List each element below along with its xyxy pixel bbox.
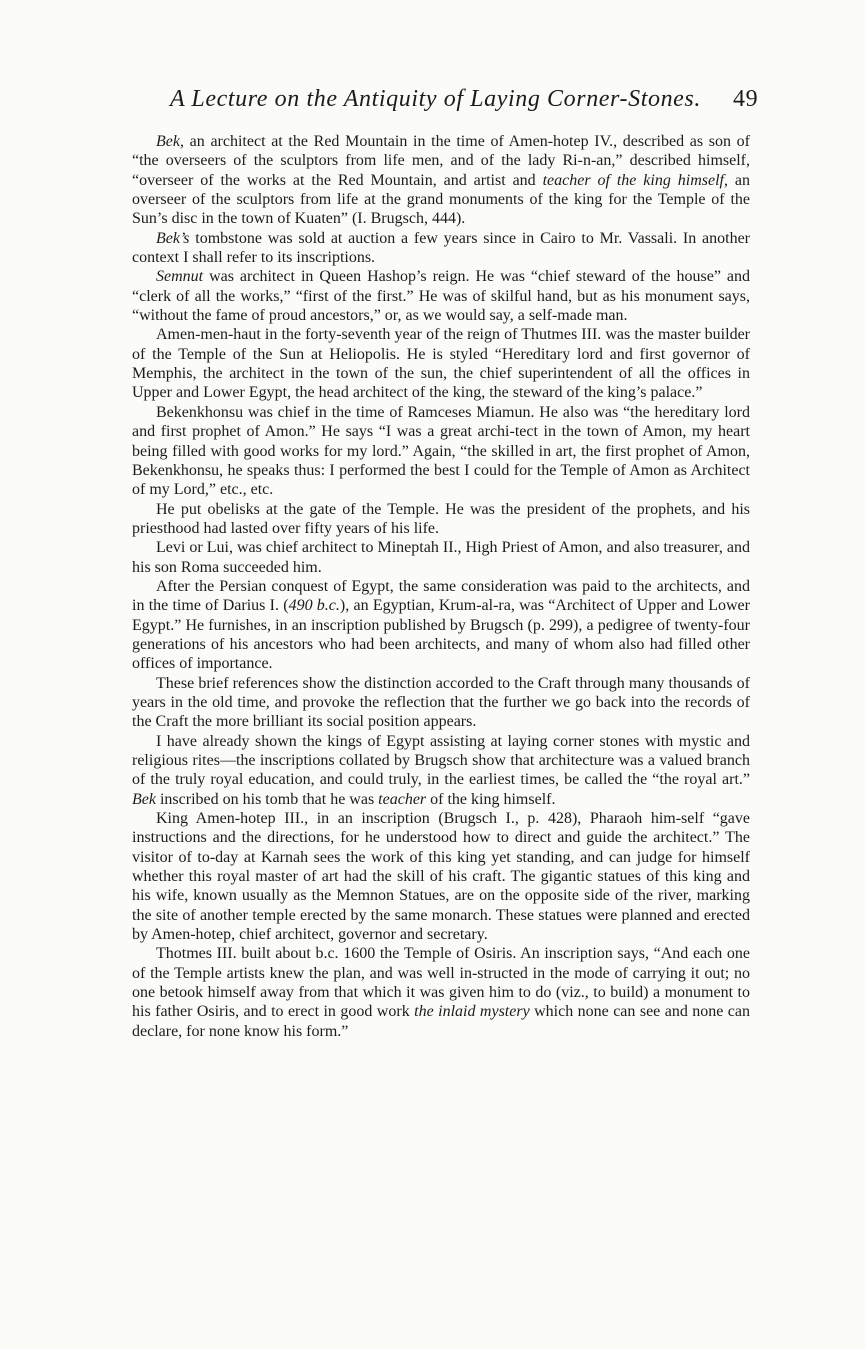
text-run: King Amen-hotep III., in an inscription (Brugsch I., p. 428), Pharaoh him-self “gave instructions and the directions, for he understood how to direct and guide the architect.” The visitor of to-day at Karnah sees the work of this king yet standing, and can judge for himself whether this royal master of art had the skill of his craft. The gigantic statues of this king and his wife, known usually as the Memnon Statues, are on the opposite side of the river, marking the site of another temple erected by the same monarch. These statues were planned and erected by Amen-hotep, chief architect, governor and secretary. [132, 810, 750, 944]
italic-text: teacher [378, 790, 427, 808]
text-run: was architect in Queen Hashop’s reign. He was “chief steward of the house” and “clerk of all the works,” “first of the first.” He was of skilful hand, but as his monument says, “without the fame of proud ancestors,” or, as we would say, a self-made man. [132, 268, 750, 325]
text-run: tombstone was sold at auction a few years since in Cairo to Mr. Vassali. In another context I shall refer to its inscriptions. [132, 229, 750, 267]
paragraph [132, 944, 750, 1041]
paragraph [132, 500, 750, 539]
text-run: which none can see and none can declare, for none know his form.” [132, 1003, 751, 1040]
text-run: Thotmes III. built about b.c. 1600 the Temple of Osiris. An inscription says, “And each one of the Temple artists knew the plan, and was well in-structed in the mode of carrying it out; no one betook himself away from that which it was given him to do (viz., to build) a monument to his father Osiris, and to erect in good work [132, 945, 750, 1021]
italic-text: Bek [132, 790, 156, 808]
text-run: After the Persian conquest of Egypt, the same consideration was paid to the architects, and in the time of Darius I. ( [132, 577, 750, 615]
body-text [132, 132, 750, 1041]
paragraph [132, 674, 750, 732]
text-run: Amen-men-haut in the forty-seventh year of the reign of Thutmes III. was the master builder of the Temple of the Sun at Heliopolis. He is styled “Hereditary lord and first governor of Memphis, the architect in the town of the sun, the chief superintendent of all the offices in Upper and Lower Egypt, the head architect of the king, the steward of the king’s palace.” [132, 326, 750, 402]
paragraph [132, 267, 750, 325]
italic-text: Bek [156, 133, 180, 150]
italic-text: 490 b.c. [288, 597, 340, 615]
paragraph [132, 538, 750, 577]
text-run: inscribed on his tomb that he was [155, 790, 379, 808]
text-run: , an overseer of the sculptors from life at the grand monuments of the king for the Temple of the Sun’s disc in the town of Kuaten” (I. Brugsch, 444). [132, 171, 750, 228]
text-run: Bekenkhonsu was chief in the time of Ramceses Miamun. He also was “the hereditary lord and first prophet of Amon.” He says “I was a great archi-tect in the town of Amon, my heart being filled with good works for my lord.” Again, “the skilled in art, the first prophet of Amon, Bekenkhonsu, he speaks thus: I performed the best I could for the Temple of Amon as Architect of my Lord,” etc., etc. [132, 403, 750, 499]
paragraph [132, 577, 750, 674]
italic-text: Semnut [156, 268, 204, 286]
text-run: , an architect at the Red Mountain in the time of Amen-hotep IV., described as son of “the overseers of the sculptors from life men, and of the lady Ri-n-an,” described himself, “overseer of the works at the Red Mountain, and artist and [132, 133, 750, 189]
running-head: A Lecture on the Antiquity of Laying Corner-Stones. [170, 86, 701, 112]
italic-text: Bek’s [156, 229, 190, 247]
italic-text: teacher of the king himself [542, 171, 724, 189]
text-run: I have already shown the kings of Egypt assisting at laying corner stones with mystic and religious rites—the inscriptions collated by Brugsch show that architecture was a valued branch of the truly royal education, and could truly, in the earliest times, be called the “the royal art.” [132, 732, 750, 789]
italic-text: the inlaid mystery [414, 1003, 530, 1021]
paragraph [132, 809, 750, 944]
paragraph [132, 229, 750, 268]
paragraph [132, 132, 750, 229]
text-run: of the king himself. [426, 790, 556, 808]
text-run: Levi or Lui, was chief architect to Mineptah II., High Priest of Amon, and also treasurer, and his son Roma succeeded him. [132, 539, 750, 576]
text-run: These brief references show the distinction accorded to the Craft through many thousands of years in the old time, and provoke the reflection that the further we go back into the records of the Craft the more brilliant its social position appears. [132, 674, 750, 731]
text-run: He put obelisks at the gate of the Temple. He was the president of the prophets, and his priesthood had lasted over fifty years of his life. [132, 500, 750, 537]
paragraph [132, 403, 750, 500]
paragraph [132, 732, 750, 809]
page-number: 49 [733, 86, 759, 112]
text-run: ), an Egyptian, Krum-al-ra, was “Architect of Upper and Lower Egypt.” He furnishes, in an inscription published by Brugsch (p. 299), a pedigree of twenty-four generations of his ancestors who had been architects, and many of whom also had filled other offices of importance. [132, 597, 750, 673]
paragraph [132, 325, 750, 402]
